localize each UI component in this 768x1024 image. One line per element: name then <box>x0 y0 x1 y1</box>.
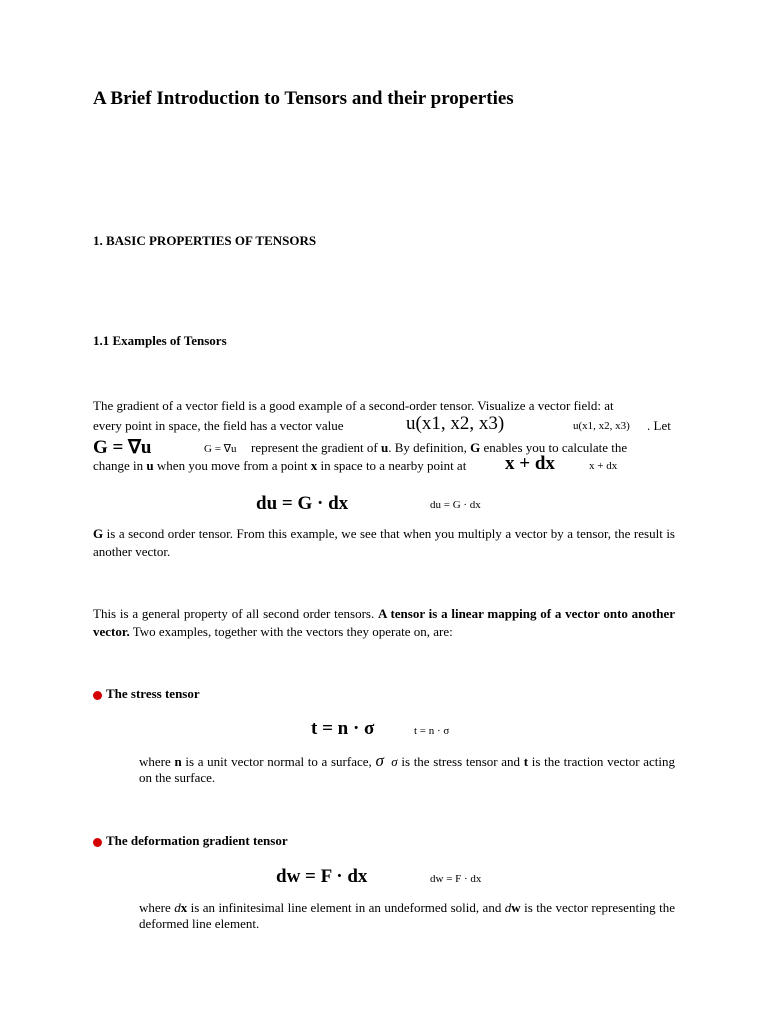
paragraph-line: G = ∇u G = ∇u represent the gradient of u. By definition, G enables you to calculate the <box>93 437 628 458</box>
equation-deformation: dw = F · dx <box>276 866 368 887</box>
equation-u-field: u(x1, x2, x3) <box>406 413 505 434</box>
paragraph-line: every point in space, the field has a vector value u(x1, x2, x3) u(x1, x2, x3) . Let <box>93 413 671 434</box>
bullet-item: The stress tensor <box>93 686 200 702</box>
paragraph: This is a general property of all second order tensors. A tensor is a linear mapping of a vector onto another vector. Two examples, together with the vectors they operate on, are: <box>93 606 675 639</box>
sigma-symbol: σ <box>375 751 384 770</box>
bullet-icon <box>93 691 102 700</box>
equation-traction-small: t = n · σ <box>414 725 450 737</box>
bullet-description: where n is a unit vector normal to a surface, σ σ is the stress tensor and t is the traction vector acting on the surface. <box>139 751 675 785</box>
equation-u-field-small: u(x1, x2, x3) <box>573 420 630 432</box>
equation-gradient-small: G = ∇u <box>204 443 237 455</box>
equation-traction: t = n · σ <box>311 718 375 739</box>
equation-du-small: du = G · dx <box>430 499 481 511</box>
equation-x-plus-dx: x + dx <box>505 453 555 474</box>
paragraph-line: The gradient of a vector field is a good example of a second-order tensor. Visualize a vector field: at <box>93 398 614 413</box>
equation-x-plus-dx-small: x + dx <box>589 460 618 472</box>
paragraph-line: change in u when you move from a point x in space to a nearby point at x + dx x + dx <box>93 453 618 474</box>
equation-du: du = G · dx <box>256 493 349 514</box>
bullet-item: The deformation gradient tensor <box>93 833 288 849</box>
page-title: A Brief Introduction to Tensors and their properties <box>93 88 514 109</box>
bullet-icon <box>93 838 102 847</box>
section-heading: 1. BASIC PROPERTIES OF TENSORS <box>93 233 317 248</box>
equation-gradient: G = ∇u <box>93 437 152 458</box>
sigma-symbol-small: σ <box>391 754 398 769</box>
subsection-heading: 1.1 Examples of Tensors <box>93 333 227 348</box>
paragraph: G is a second order tensor. From this example, we see that when you multiply a vector by a tensor, the result is another vector. <box>93 526 675 559</box>
equation-deformation-small: dw = F · dx <box>430 873 482 885</box>
bullet-description: where dx is an infinitesimal line element in an undeformed solid, and dw is the vector representing the deformed line element. <box>139 900 675 931</box>
